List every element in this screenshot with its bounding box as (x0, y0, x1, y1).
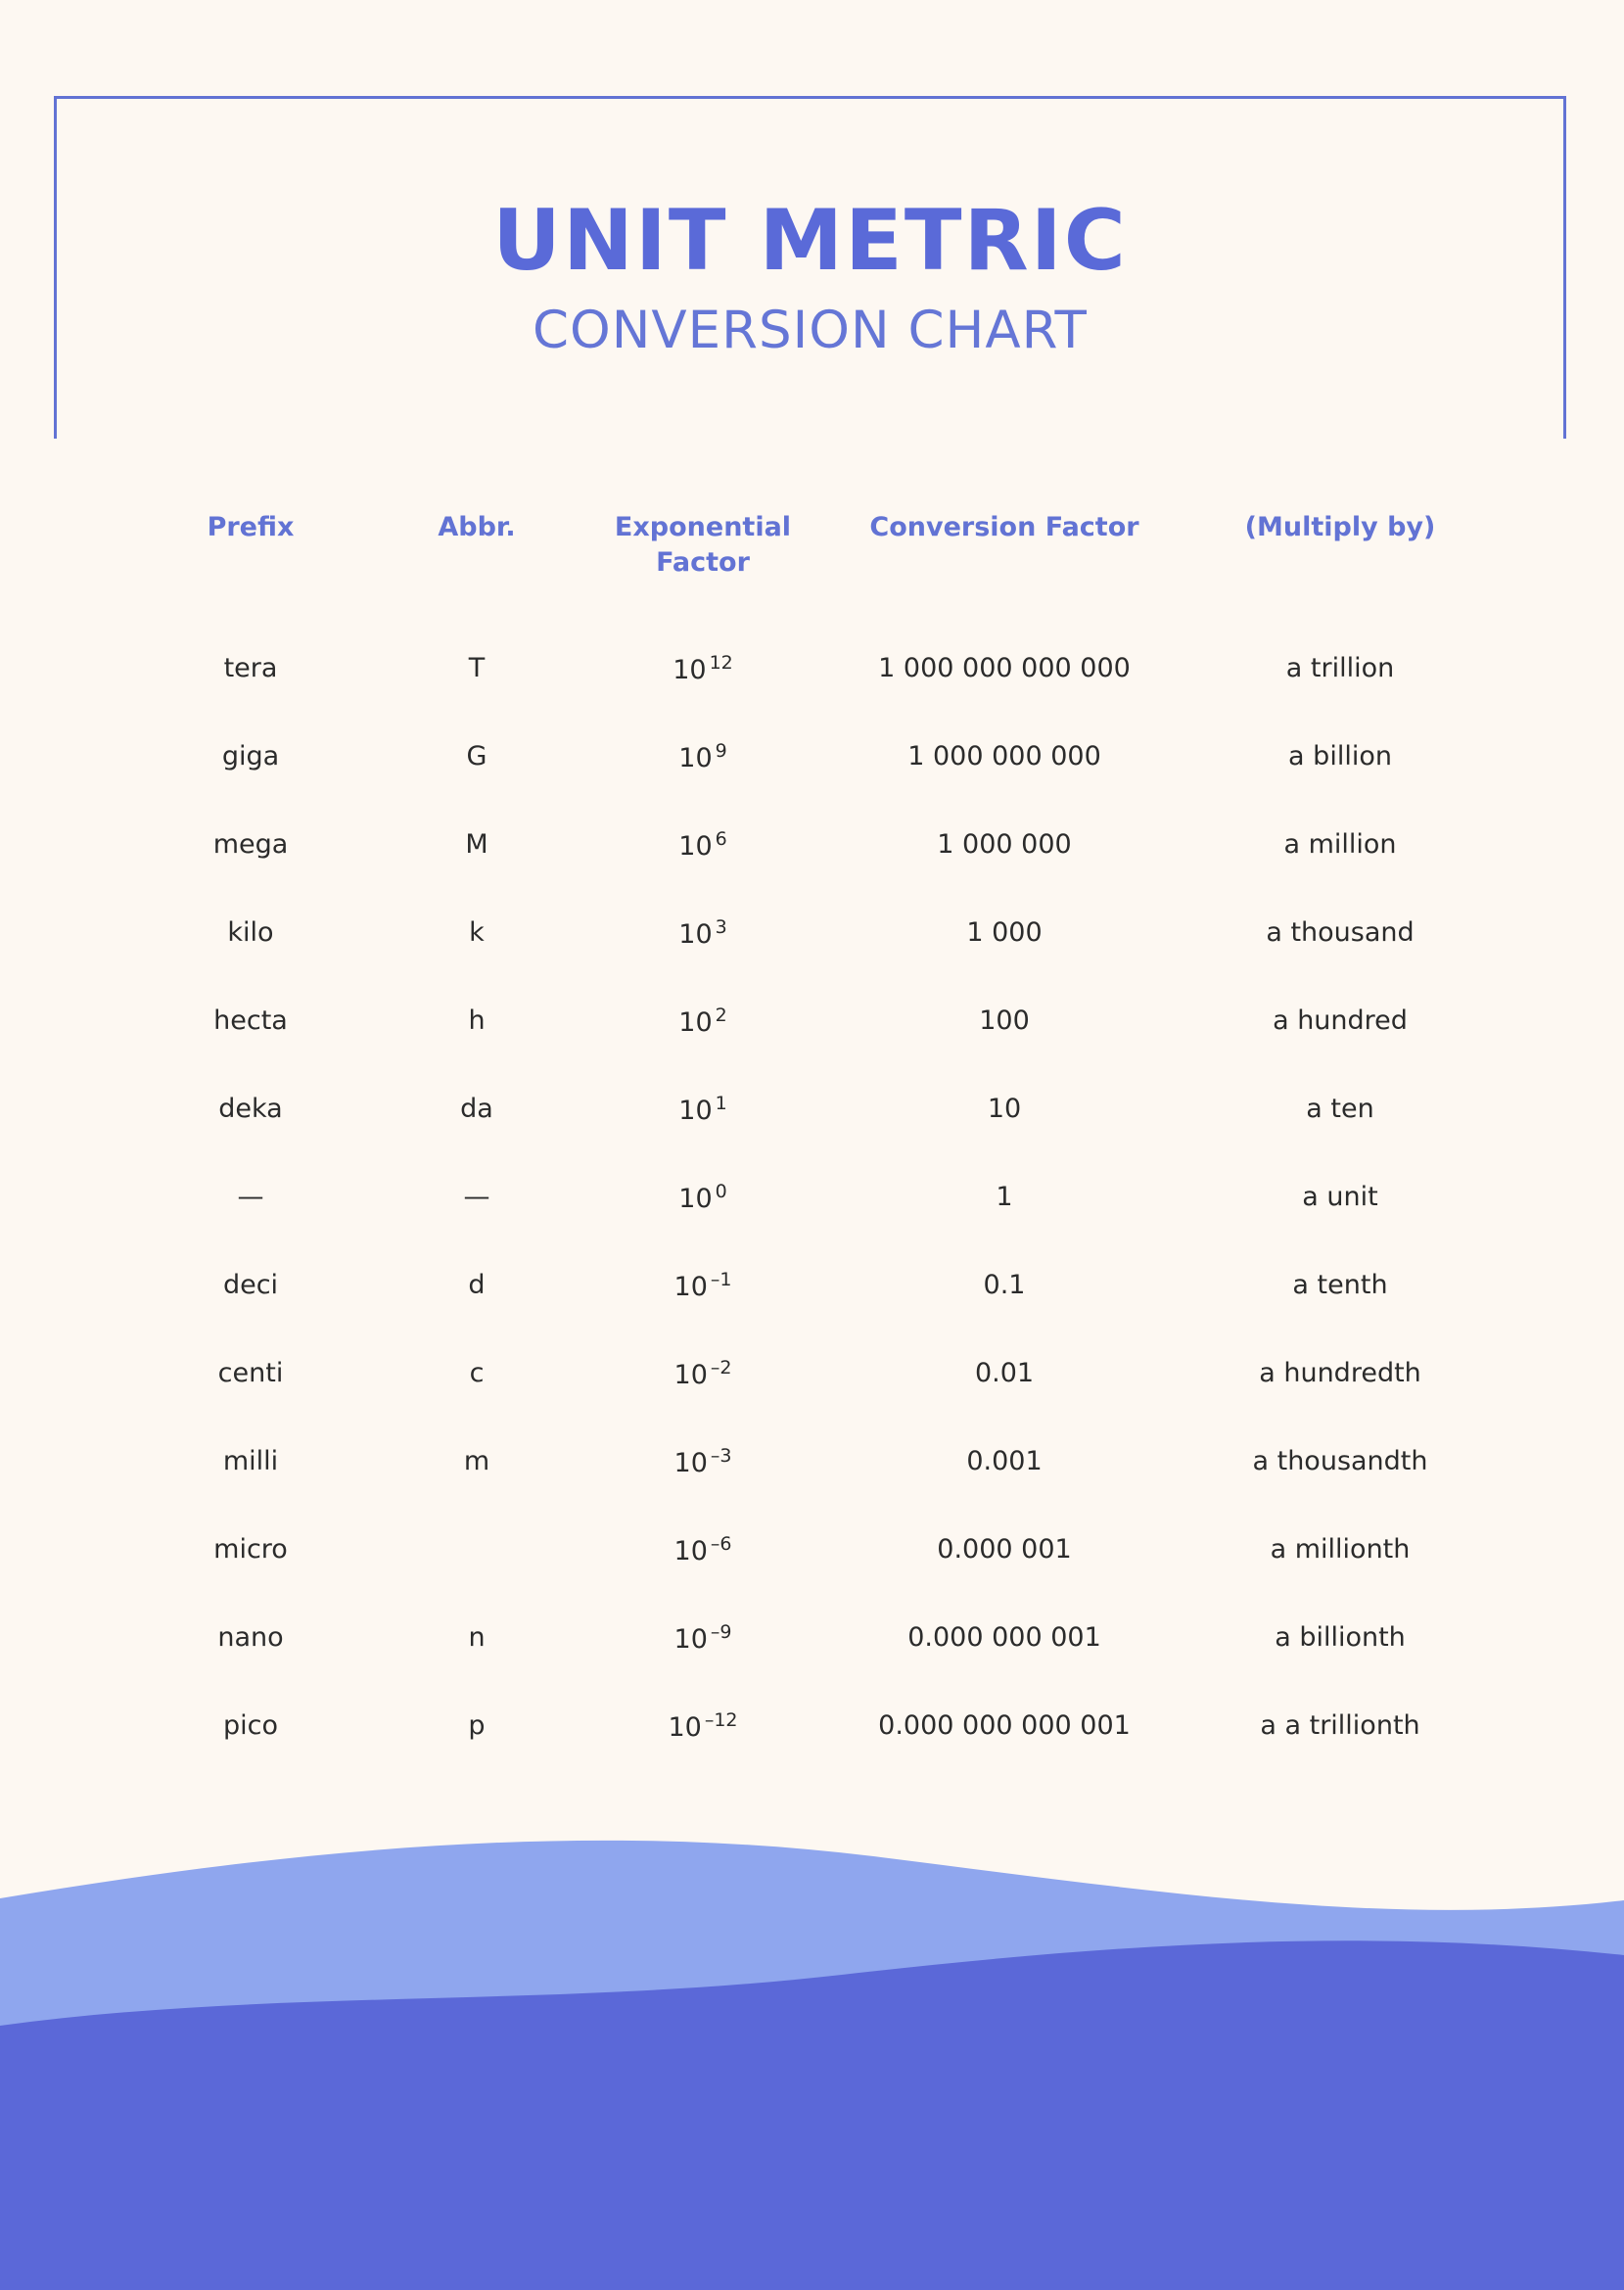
exponent-power: 9 (715, 739, 727, 762)
cell-prefix: tera (223, 653, 278, 684)
cell-multiply-by: a unit (1302, 1182, 1378, 1213)
exponent-base: 10 (673, 1535, 708, 1566)
cell-conversion-factor: 0.1 (983, 1270, 1026, 1301)
table-row (127, 1682, 1498, 1770)
cell-conversion-factor: 1 000 000 000 000 (878, 653, 1131, 684)
exponent-base: 10 (678, 742, 713, 773)
cell-abbr (374, 1506, 580, 1594)
cell-multiply-by: a thousandth (1252, 1446, 1428, 1477)
cell-exponential-factor (580, 1506, 826, 1594)
table-row (127, 625, 1498, 713)
exponent-power: –12 (704, 1708, 738, 1731)
cell-multiply-by: a ten (1306, 1094, 1374, 1125)
cell-prefix: deka (218, 1094, 283, 1125)
cell-multiply-by: a hundredth (1259, 1358, 1421, 1389)
cell-prefix: pico (222, 1710, 278, 1742)
cell-abbr: T (468, 653, 486, 684)
column-header-prefix: Prefix (207, 512, 295, 542)
cell-conversion-factor: 0.000 000 000 001 (878, 1710, 1131, 1742)
table-row (127, 801, 1498, 889)
cell-abbr: c (469, 1358, 485, 1389)
cell-conversion-factor: 100 (979, 1005, 1030, 1037)
cell-conversion-factor: 0.000 001 (937, 1534, 1072, 1566)
column-header-multiply-by: (Multiply by) (1244, 512, 1436, 542)
table-row (127, 713, 1498, 801)
cell-conversion-factor: 1 000 000 000 (907, 741, 1101, 772)
page-title: UNIT METRIC (492, 192, 1128, 290)
cell-conversion-factor: 1 000 000 (937, 829, 1072, 861)
exponent-base: 10 (678, 1095, 713, 1126)
title-frame (54, 96, 1566, 439)
cell-multiply-by: a billionth (1275, 1622, 1406, 1654)
column-header-exponential-factor: Exponential Factor (614, 512, 792, 579)
cell-conversion-factor: 1 000 (966, 917, 1043, 949)
cell-prefix: mega (212, 829, 289, 861)
cell-multiply-by: a million (1283, 829, 1397, 861)
cell-exponential-factor (580, 977, 826, 1065)
cell-exponential-factor (580, 625, 826, 713)
exponent-base: 10 (668, 1711, 702, 1743)
table-row (127, 977, 1498, 1065)
cell-exponential-factor (580, 1241, 826, 1330)
exponent-power: 2 (715, 1004, 727, 1026)
exponent-base: 10 (673, 1623, 708, 1655)
column-header-conversion-factor: Conversion Factor (869, 512, 1139, 542)
cell-exponential-factor (580, 1330, 826, 1418)
cell-multiply-by: a a trillionth (1260, 1710, 1420, 1742)
exponent-power: –1 (710, 1268, 732, 1290)
cell-conversion-factor: 1 (996, 1182, 1013, 1213)
table-header-row (127, 509, 1498, 625)
table-row (127, 889, 1498, 977)
cell-abbr: M (465, 829, 488, 861)
table-row (127, 1241, 1498, 1330)
cell-exponential-factor (580, 713, 826, 801)
cell-prefix: hecta (213, 1005, 288, 1037)
exponent-base: 10 (678, 1006, 713, 1038)
exponent-power: 1 (715, 1092, 727, 1114)
exponent-base: 10 (678, 1183, 713, 1214)
cell-abbr: p (468, 1710, 486, 1742)
cell-multiply-by: a trillion (1285, 653, 1395, 684)
cell-prefix: kilo (227, 917, 274, 949)
cell-abbr: da (460, 1094, 493, 1125)
cell-conversion-factor: 0.01 (974, 1358, 1035, 1389)
cell-exponential-factor (580, 1418, 826, 1506)
cell-abbr: h (468, 1005, 486, 1037)
cell-abbr: d (468, 1270, 486, 1301)
exponent-base: 10 (673, 654, 707, 685)
exponent-base: 10 (678, 830, 713, 862)
exponent-base: 10 (678, 918, 713, 950)
exponent-base: 10 (673, 1271, 708, 1302)
cell-conversion-factor: 10 (987, 1094, 1022, 1125)
cell-abbr: — (463, 1182, 490, 1213)
cell-multiply-by: a hundred (1273, 1005, 1408, 1037)
decorative-waves (0, 1781, 1624, 2290)
cell-exponential-factor (580, 1065, 826, 1153)
cell-prefix: nano (217, 1622, 284, 1654)
cell-multiply-by: a billion (1288, 741, 1392, 772)
cell-exponential-factor (580, 889, 826, 977)
cell-abbr: G (466, 741, 487, 772)
cell-multiply-by: a thousand (1266, 917, 1415, 949)
conversion-table (127, 509, 1498, 1770)
table-body (127, 625, 1498, 1770)
cell-prefix: deci (222, 1270, 279, 1301)
cell-exponential-factor (580, 801, 826, 889)
cell-prefix: milli (222, 1446, 279, 1477)
title-block (57, 99, 1563, 360)
cell-exponential-factor (580, 1594, 826, 1682)
exponent-base: 10 (673, 1447, 708, 1478)
table-row (127, 1065, 1498, 1153)
conversion-table-wrapper (127, 509, 1498, 1770)
exponent-power: –6 (710, 1532, 732, 1555)
table-row (127, 1153, 1498, 1241)
cell-exponential-factor (580, 1682, 826, 1770)
page-subtitle: CONVERSION CHART (533, 301, 1088, 360)
cell-prefix: — (237, 1182, 264, 1213)
exponent-power: 12 (709, 651, 733, 674)
exponent-power: 0 (715, 1180, 727, 1202)
cell-abbr: m (463, 1446, 490, 1477)
exponent-power: –2 (710, 1356, 732, 1379)
cell-prefix: giga (221, 741, 280, 772)
cell-exponential-factor (580, 1153, 826, 1241)
table-header (127, 509, 1498, 625)
cell-prefix: centi (217, 1358, 284, 1389)
cell-multiply-by: a tenth (1292, 1270, 1388, 1301)
cell-multiply-by: a millionth (1270, 1534, 1411, 1566)
exponent-base: 10 (673, 1359, 708, 1390)
table-row (127, 1594, 1498, 1682)
cell-abbr: n (468, 1622, 486, 1654)
cell-abbr: k (469, 917, 485, 949)
table-row (127, 1418, 1498, 1506)
cell-conversion-factor: 0.001 (966, 1446, 1043, 1477)
exponent-power: –9 (710, 1620, 732, 1643)
table-row (127, 1330, 1498, 1418)
exponent-power: 6 (715, 827, 727, 850)
table-row (127, 1506, 1498, 1594)
cell-conversion-factor: 0.000 000 001 (907, 1622, 1101, 1654)
exponent-power: 3 (715, 915, 727, 938)
cell-prefix: micro (213, 1534, 288, 1566)
exponent-power: –3 (710, 1444, 732, 1467)
column-header-abbr: Abbr. (438, 512, 516, 542)
